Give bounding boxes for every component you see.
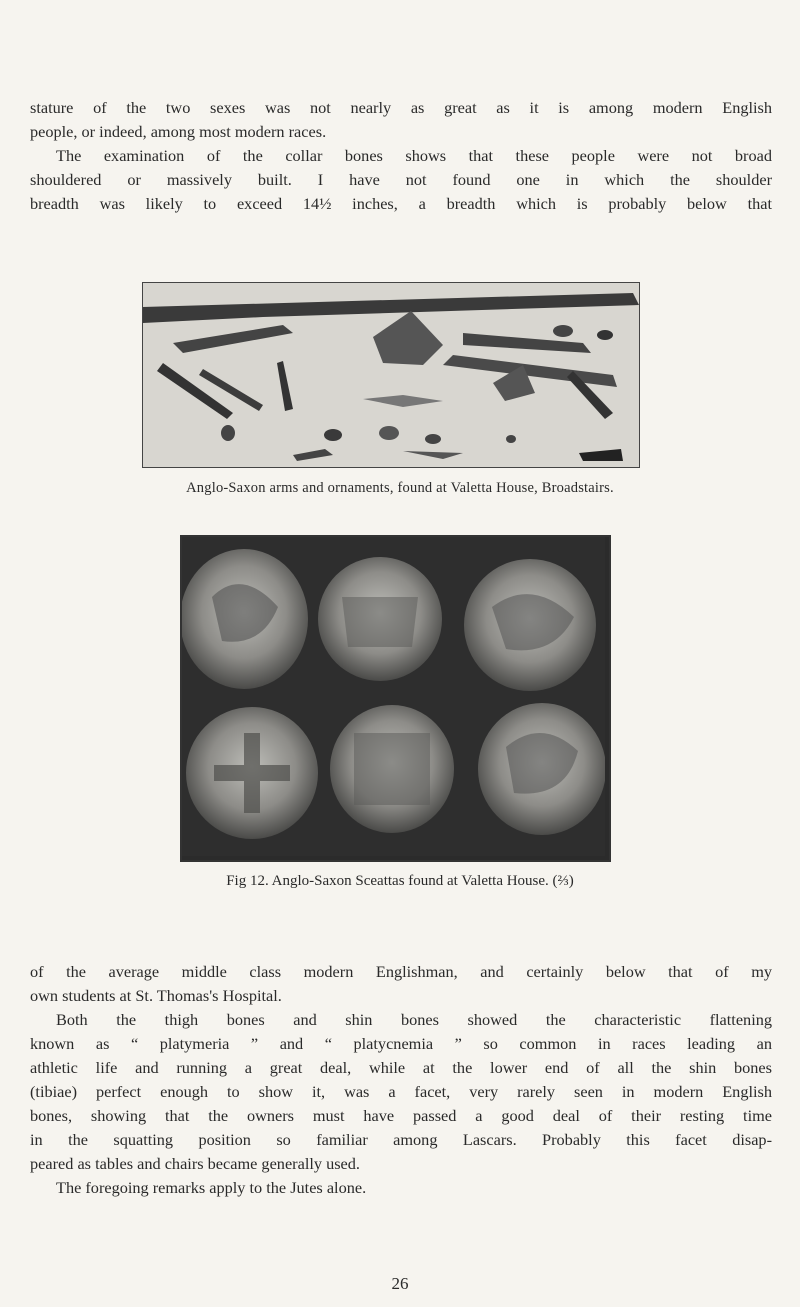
text-line: (tibiae) perfect enough to show it, was a facet, very rarely seen in modern English — [30, 1082, 772, 1101]
text-line: of the average middle class modern Englishman, and certainly below that of my — [30, 962, 772, 981]
figure-arms-ornaments-photo — [142, 282, 640, 468]
arms-ornaments-illustration — [143, 283, 639, 467]
text-line: bones, showing that the owners must have passed a good deal of their resting time — [30, 1106, 772, 1125]
coin-bottom-left — [186, 707, 318, 839]
coin-bottom-middle — [330, 705, 454, 833]
text-line: stature of the two sexes was not nearly as great as it is among modern English — [30, 98, 772, 117]
text-line: known as “ platymeria ” and “ platycnemia ” so common in races leading an — [30, 1034, 772, 1053]
coin-bottom-right — [478, 703, 605, 835]
paragraph-top — [30, 96, 772, 216]
text-line: Both the thigh bones and shin bones showed the characteristic flattening — [56, 1010, 772, 1029]
text-line: shouldered or massively built. I have not found one in which the shoulder — [30, 170, 772, 189]
figure-sceattas-photo — [180, 535, 611, 862]
figure-caption-sceattas: Fig 12. Anglo-Saxon Sceattas found at Valetta House. (⅔) — [226, 873, 574, 889]
coin-top-right — [464, 559, 596, 691]
page-number: 26 — [391, 1274, 409, 1293]
coin-top-left — [182, 549, 308, 689]
text-line: breadth was likely to exceed 14½ inches, a breadth which is probably below that — [30, 194, 772, 213]
text-line: The foregoing remarks apply to the Jutes alone. — [56, 1178, 367, 1197]
paragraph-bottom — [30, 960, 772, 1200]
sceattas-coins-illustration — [182, 537, 605, 856]
text-line: The examination of the collar bones shows that these people were not broad — [56, 146, 772, 165]
text-line: athletic life and running a great deal, while at the lower end of all the shin bones — [30, 1058, 772, 1077]
text-line: in the squatting position so familiar among Lascars. Probably this facet disap- — [30, 1130, 772, 1149]
coin-top-middle — [318, 557, 442, 681]
text-line: people, or indeed, among most modern races. — [30, 122, 327, 141]
text-line: own students at St. Thomas's Hospital. — [30, 986, 282, 1005]
figure-caption-arms: Anglo-Saxon arms and ornaments, found at Valetta House, Broadstairs. — [186, 480, 614, 496]
text-line: peared as tables and chairs became generally used. — [30, 1154, 360, 1173]
